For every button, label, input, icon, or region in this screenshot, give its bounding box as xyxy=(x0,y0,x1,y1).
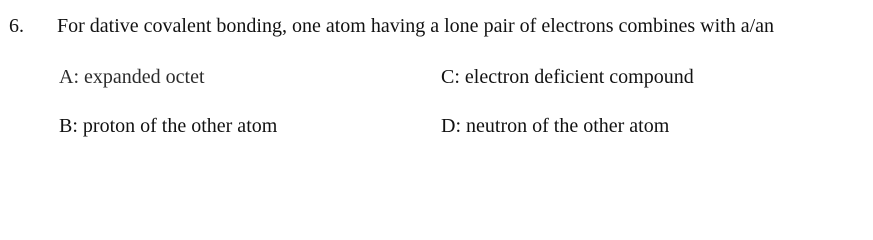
option-a-letter: A : xyxy=(59,66,84,88)
option-c-letter: C : xyxy=(441,66,465,88)
question-stem: For dative covalent bonding, one atom having a lone pair of electrons combines with a/an xyxy=(57,15,775,37)
option-d[interactable] xyxy=(441,114,669,138)
option-c-text: electron deficient compound xyxy=(464,66,694,88)
option-c[interactable] xyxy=(441,65,694,89)
option-b[interactable] xyxy=(59,114,277,138)
option-a-text: expanded octet xyxy=(84,66,205,88)
option-d-text: neutron of the other atom xyxy=(466,115,670,137)
option-d-letter: D : xyxy=(441,115,466,137)
question-number: 6. xyxy=(9,15,24,37)
option-b-text: proton of the other atom xyxy=(82,115,278,137)
option-a[interactable] xyxy=(59,65,205,89)
option-b-letter: B : xyxy=(59,115,83,137)
